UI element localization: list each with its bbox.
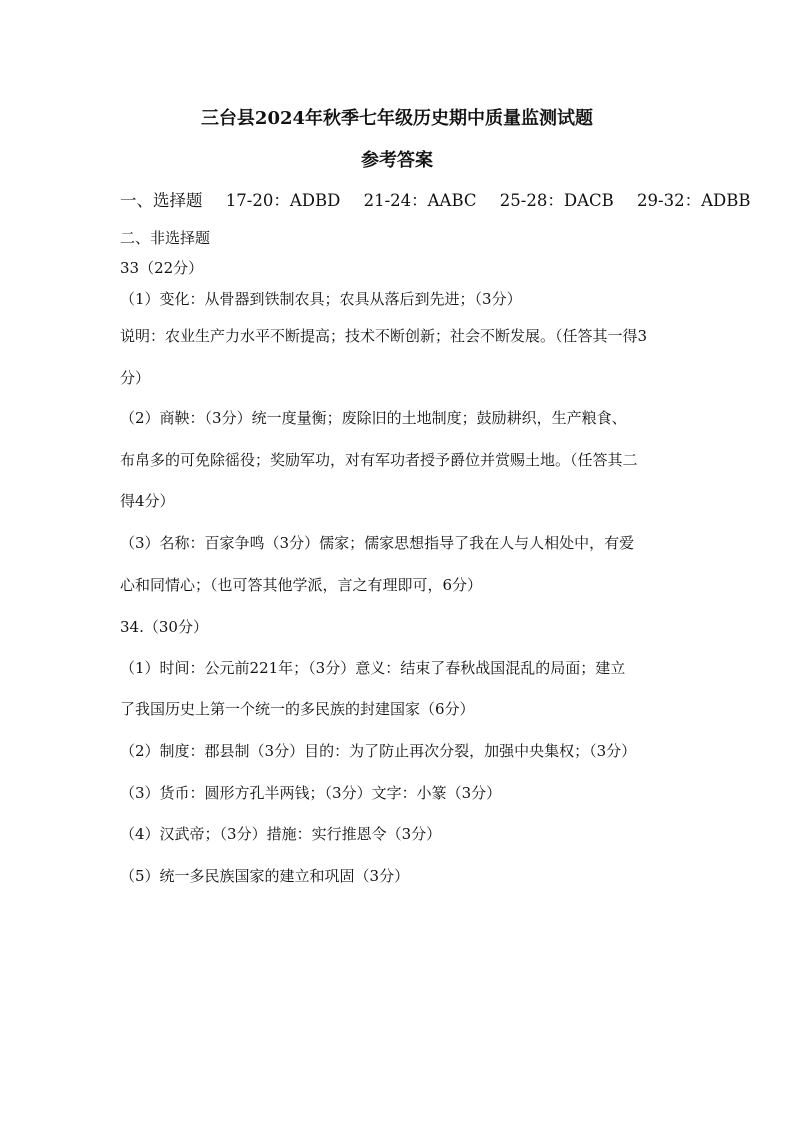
answer-line: 说明：农业生产力水平不断提高；技术不断创新；社会不断发展。（任答其一得3 <box>120 327 648 345</box>
answer-line: 了我国历史上第一个统一的多民族的封建国家（6分） <box>120 700 475 718</box>
document-subtitle: 参考答案 <box>361 150 433 171</box>
answer-group: 25-28：DACB <box>499 191 614 210</box>
document-title: 三台县2024年秋季七年级历史期中质量监测试题 <box>200 108 594 129</box>
answer-line: （1）时间：公元前221年；（3分）意义：结束了春秋战国混乱的局面；建立 <box>120 659 626 677</box>
question-34-heading: 34.（30分） <box>120 618 208 636</box>
answer-line: 心和同情心；（也可答其他学派，言之有理即可，6分） <box>120 576 483 594</box>
answer-group: 17-20：ADBD <box>225 191 341 210</box>
answer-group: 21-24：AABC <box>363 191 477 210</box>
answer-line: （3）名称：百家争鸣（3分）儒家；儒家思想指导了我在人与人相处中，有爱 <box>120 534 635 552</box>
answer-line: 得4分） <box>120 492 175 510</box>
answer-line: 布帛多的可免除徭役；奖励军功，对有军功者授予爵位并赏赐土地。（任答其二 <box>120 451 638 469</box>
answer-group: 29-32：ADBB <box>637 191 751 210</box>
answer-line: （3）货币：圆形方孔半两钱；（3分）文字：小篆（3分） <box>120 784 502 802</box>
section-label-non-choice: 二、非选择题 <box>120 229 211 247</box>
answer-line: （2）制度：郡县制（3分）目的：为了防止再次分裂，加强中央集权；（3分） <box>120 742 637 760</box>
answer-line: 分） <box>120 369 151 387</box>
answer-line: （4）汉武帝；（3分）措施：实行推恩令（3分） <box>120 825 442 843</box>
answer-line: （1）变化：从骨器到铁制农具；农具从落后到先进；（3分） <box>120 290 522 308</box>
multiple-choice-answers <box>120 190 750 212</box>
answer-line: （2）商鞅：（3分）统一度量衡；废除旧的土地制度；鼓励耕织，生产粮食、 <box>120 409 627 427</box>
answer-line: （5）统一多民族国家的建立和巩固（3分） <box>120 867 410 885</box>
section-label-choice: 一、选择题 <box>120 191 203 210</box>
question-33-heading: 33（22分） <box>120 259 204 277</box>
